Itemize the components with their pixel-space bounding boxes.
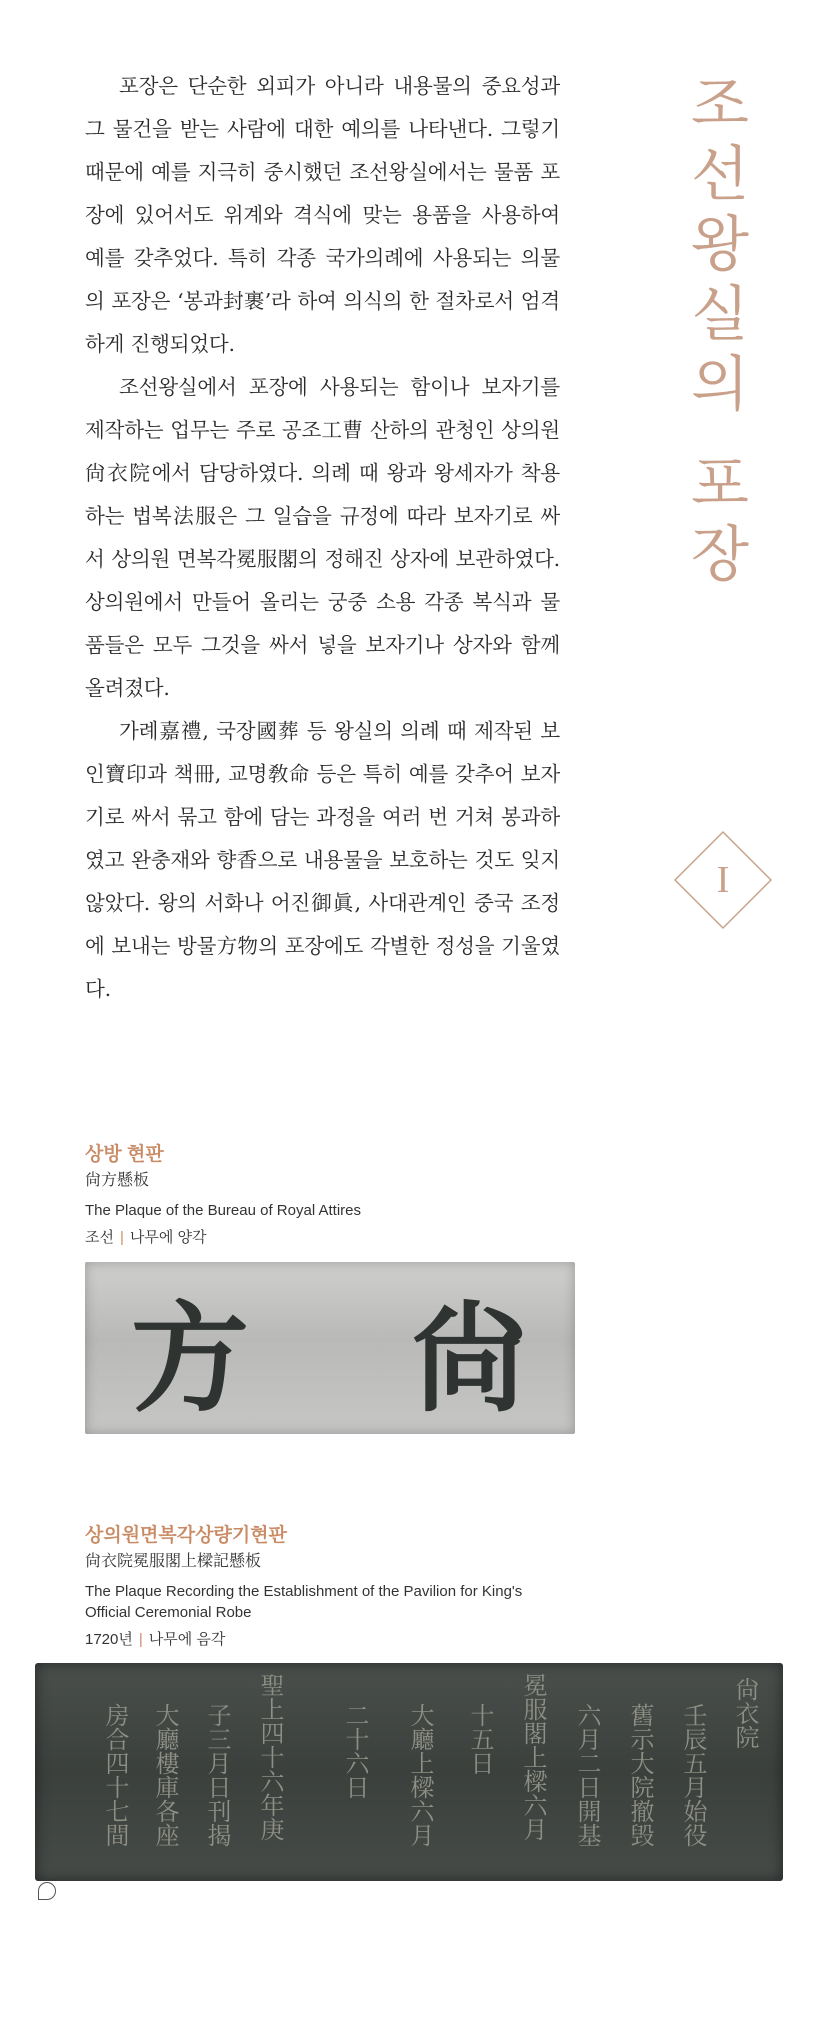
figure2-technique: 나무에 음각 [148,1631,226,1648]
plaque-glyph-sang: 尙 [410,1290,529,1428]
figure2-era: 1720년 [85,1631,133,1648]
plaque-image-myeonbokgak [35,1663,783,1881]
figure2-meta: 1720년 | 나무에 음각 [85,1631,226,1648]
figure1-english: The Plaque of the Bureau of Royal Attires [85,1202,361,1219]
plaque-column: 二十六日 [341,1703,369,1799]
figure2-english: The Plaque Recording the Establishment of the Pavilion for King's Official Ceremonial Robe [85,1583,523,1621]
chapter-title-line2: 포장 [691,450,749,590]
page-corner-icon [38,1882,56,1900]
figure1-title: 상방 현판 [85,1144,164,1165]
plaque-column: 六月二日開基 [573,1703,601,1847]
paragraph-2: 조선왕실에서 포장에 사용되는 함이나 보자기를 제작하는 업무는 주로 공조工曹 산하의 관청인 상의원尙衣院에서 담당하였다. 의례 때 왕과 왕세자가 착용하는 법복法服은 그 일습을 규정에 따라 보자기로 싸서 상의원 면복각冕服閣의 정해진 상자에 보관하였다. 상의원에서 만들어 올리는 궁중 소용 각종 복식과 물품들은 모두 그것을 싸서 넣을 보자기나 상자와 함께 올려졌다. [85,375,560,700]
body-text [85,65,560,1011]
chapter-title [690,70,750,590]
plaque-column: 大廳樓庫各座 [151,1703,179,1847]
plaque-column: 壬辰五月始役 [679,1703,707,1847]
figure1-era: 조선 [85,1229,114,1246]
plaque-column: 十五日 [466,1703,494,1775]
figure1-meta: 조선 | 나무에 양각 [85,1229,207,1246]
chapter-number-badge [673,830,773,930]
figure1-technique: 나무에 양각 [129,1229,207,1246]
chapter-numeral: I [716,859,730,901]
plaque-column: 聖上四十六年庚 [256,1673,284,1841]
plaque-column: 房合四十七間 [101,1703,129,1847]
plaque-image-sangbang [85,1262,575,1434]
paragraph-3: 가례嘉禮, 국장國葬 등 왕실의 의례 때 제작된 보인寶印과 책冊, 교명敎命 등은 특히 예를 갖추어 보자기로 싸서 묶고 함에 담는 과정을 여러 번 거쳐 봉과하였고 완충재와 향香으로 내용물을 보호하는 것도 잊지 않았다. 왕의 서화나 어진御眞, 사대관계인 중국 조정에 보내는 방물方物의 포장에도 각별한 정성을 기울였다. [85,719,560,1001]
plaque-column: 尙衣院 [731,1677,759,1749]
figure1-hanja: 尙方懸板 [85,1172,150,1189]
figure2-hanja: 尙衣院冕服閣上樑記懸板 [85,1553,262,1570]
plaque-column: 冕服閣上樑六月 [519,1673,547,1841]
plaque-column: 舊示大院撤毁 [626,1703,654,1847]
plaque-column: 大廳上樑六月 [406,1703,434,1847]
plaque-glyph-bang: 方 [130,1290,249,1428]
figure2-title: 상의원면복각상량기현판 [85,1525,287,1546]
plaque-column: 子三月日刊揭 [203,1703,231,1847]
figure2-caption [85,1523,545,1653]
paragraph-1: 포장은 단순한 외피가 아니라 내용물의 중요성과 그 물건을 받는 사람에 대한 예의를 나타낸다. 그렇기 때문에 예를 지극히 중시했던 조선왕실에서는 물품 포장에 있어서도 위계와 격식에 맞는 용품을 사용하여 예를 갖추었다. 특히 각종 국가의례에 사용되는 의물의 포장은 ‘봉과封裹’라 하여 의식의 한 절차로서 엄격하게 진행되었다. [85,74,560,356]
chapter-title-line1: 조선왕실의 [691,70,749,420]
figure1-caption [85,1142,361,1251]
